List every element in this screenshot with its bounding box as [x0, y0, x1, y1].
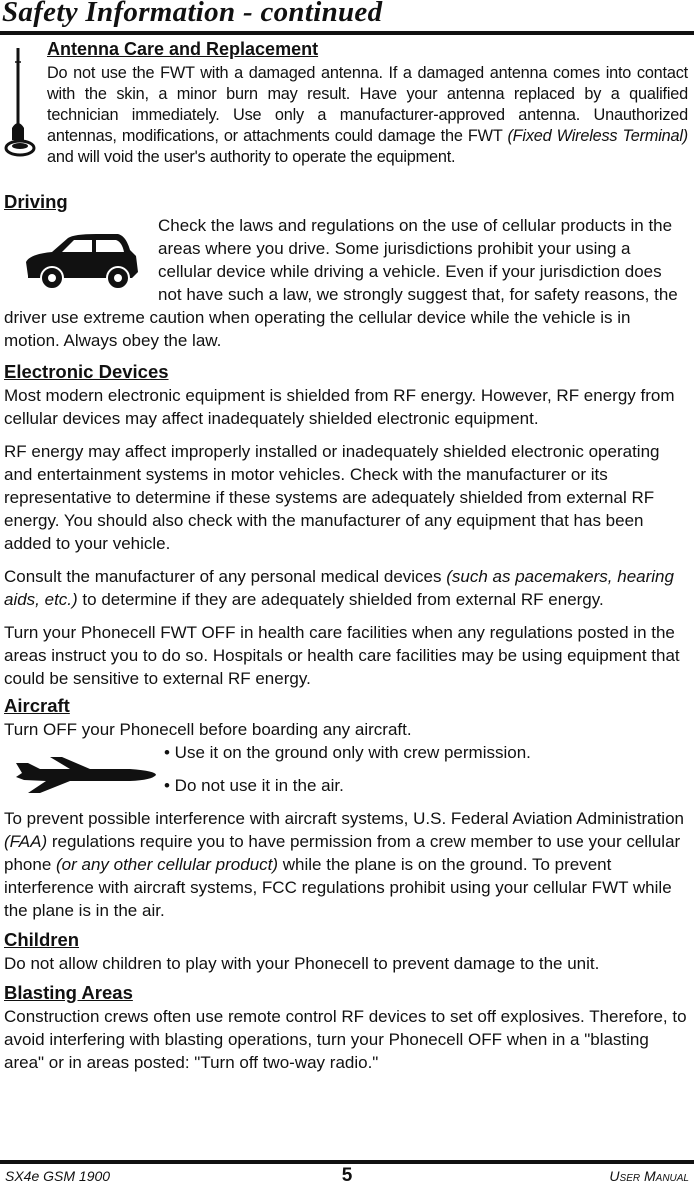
footer	[5, 1165, 689, 1186]
electronic-heading: Electronic Devices	[4, 361, 169, 382]
blasting-paragraph: Construction crews often use remote control RF devices to set off explosives. Therefore, to avoid interfering with blasting operations, turn your Phonecell OFF when in a "blasting area" or in areas posted: "Turn off two-way radio."	[4, 1007, 687, 1072]
electronic-paragraph-1: Most modern electronic equipment is shielded from RF energy. However, RF energy from cellular devices may affect inadequately shielded electronic equipment.	[4, 386, 675, 428]
children-paragraph: Do not allow children to play with your Phonecell to prevent damage to the unit.	[4, 954, 600, 973]
aircraft-heading: Aircraft	[4, 695, 70, 716]
children-heading: Children	[4, 929, 80, 950]
electronic-paragraph-4: Turn your Phonecell FWT OFF in health care facilities when any regulations posted in the areas instruct you to do so. Hospitals or health care facilities may be using equipment that could be sensitive to external RF energy.	[4, 623, 680, 688]
antenna-heading: Antenna Care and Replacement	[47, 39, 319, 59]
blasting-heading: Blasting Areas	[4, 982, 133, 1003]
car-icon	[4, 214, 154, 294]
antenna-section	[47, 39, 688, 168]
footer-rule	[0, 1160, 694, 1164]
electronic-paragraph-2: RF energy may affect improperly installed or inadequately shielded electronic operating and entertainment systems in motor vehicles. Check with the manufacturer or its representative to determine if these systems are adequately shielded from external RF energy. You should also check with the manufacturer of any equipment that has been added to your vehicle.	[4, 442, 660, 553]
top-rule	[0, 31, 694, 35]
car-illustration	[4, 214, 154, 300]
antenna-paragraph: Do not use the FWT with a damaged antenna. If a damaged antenna comes into contact with the skin, a minor burn may result. Have your antenna replaced by a qualified technician immediately. Use only a manufacturer-approved antenna. Unauthorized antennas, modifications, or attachments could damage the FWT (Fixed Wireless Terminal) and will void the user's authority to operate the equipment.	[47, 64, 688, 166]
electronic-paragraph-3: Consult the manufacturer of any personal medical devices (such as pacemakers, hearing aids, etc.) to determine if they are adequately shielded from external RF energy.	[4, 567, 674, 609]
footer-model: SX4e GSM 1900	[5, 1168, 111, 1184]
aircraft-bullet-1: • Use it on the ground only with crew permission.	[164, 743, 531, 762]
aircraft-paragraph: To prevent possible interference with aircraft systems, U.S. Federal Aviation Administration (FAA) regulations require you to have permission from a crew member to use your cellular phone (or any other cellular product) while the plane is on the ground. To prevent interference with aircraft systems, FCC regulations prohibit using your cellular FWT while the plane is in the air.	[4, 809, 684, 920]
page-title: Safety Information - continued	[2, 0, 383, 28]
plane-illustration	[4, 741, 164, 805]
driving-paragraph: Check the laws and regulations on the use of cellular products in the areas where you drive. Some jurisdictions prohibit your using a cellular device while driving a vehicle. Even if your jurisdiction does not have such a law, we strongly suggest that, for safety reasons, the driver use extreme caution when operating the cellular device while the vehicle is in motion. Always obey the law.	[4, 216, 678, 350]
driving-heading: Driving	[4, 191, 68, 212]
aircraft-bullet-2: • Do not use it in the air.	[164, 776, 344, 795]
main-content	[4, 190, 688, 1084]
aircraft-intro: Turn OFF your Phonecell before boarding any aircraft.	[4, 720, 412, 739]
footer-manual-label: User Manual	[609, 1168, 689, 1184]
page-number: 5	[341, 1165, 353, 1186]
antenna-icon	[4, 44, 40, 164]
airplane-icon	[10, 747, 160, 797]
